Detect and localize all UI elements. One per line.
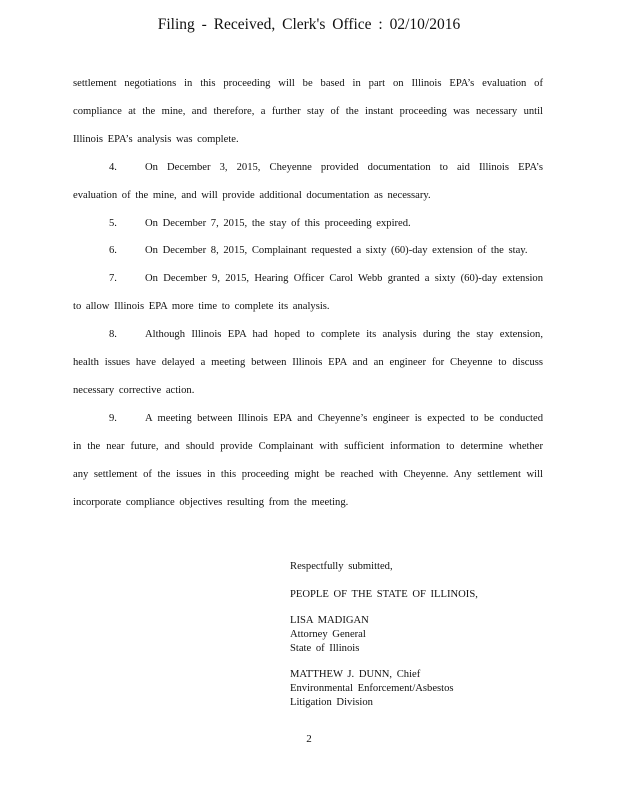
- attorney-general-title: Attorney General: [290, 629, 366, 640]
- paragraph-7: [73, 265, 543, 321]
- paragraph-8: [73, 321, 543, 405]
- paragraph-6: [73, 237, 543, 265]
- paragraph-text: On December 7, 2015, the stay of this proceeding expired.: [145, 217, 411, 229]
- spacer: [290, 602, 590, 614]
- paragraph-text: Although Illinois EPA had hoped to complete its analysis during the stay extension, health issues have delayed a meeting between Illinois EPA and an engineer for Cheyenne to discuss necessary corrective action.: [73, 329, 543, 396]
- chief-name: MATTHEW J. DUNN, Chief: [290, 669, 421, 680]
- paragraph-number: 8.: [109, 329, 117, 341]
- paragraph-text: A meeting between Illinois EPA and Cheyenne’s engineer is expected to be conducted in the near future, and should provide Complainant with sufficient information to determine whether any settlement of the issues in this proceeding might be reached with Cheyenne. Any settlement will incorporate compliance objectives resulting from the meeting.: [73, 412, 543, 508]
- paragraph-text: On December 8, 2015, Complainant requested a sixty (60)-day extension of the stay.: [145, 245, 528, 257]
- paragraph-5: [73, 210, 543, 238]
- filing-header: Filing - Received, Clerk's Office : 02/10/2016: [157, 16, 461, 33]
- paragraph-text: On December 3, 2015, Cheyenne provided documentation to aid Illinois EPA’s evaluation of the mine, and will provide additional documentation as necessary.: [73, 161, 543, 201]
- spacer: [290, 656, 590, 668]
- party-name: PEOPLE OF THE STATE OF ILLINOIS,: [290, 589, 478, 600]
- paragraph-text: On December 9, 2015, Hearing Officer Carol Webb granted a sixty (60)-day extension to allow Illinois EPA more time to complete its analysis.: [73, 273, 543, 313]
- paragraph-number: 9.: [109, 412, 117, 424]
- chief-division: Environmental Enforcement/Asbestos: [290, 683, 454, 694]
- page-number: 2: [306, 733, 312, 745]
- signature-block: [290, 560, 590, 710]
- paragraph-number: 7.: [109, 273, 117, 285]
- paragraph-9: [73, 405, 543, 517]
- closing-text: Respectfully submitted,: [290, 561, 393, 572]
- chief-division-continued: Litigation Division: [290, 697, 373, 708]
- attorney-general-state: State of Illinois: [290, 643, 360, 654]
- paragraph-continued: [73, 70, 543, 154]
- paragraph-number: 5.: [109, 217, 117, 229]
- document-body: [73, 70, 543, 517]
- paragraph-text: settlement negotiations in this proceeding will be based in part on Illinois EPA’s evaluation of compliance at the mine, and therefore, a further stay of the instant proceeding was necessary until Illinois EPA’s analysis was complete.: [73, 78, 543, 145]
- attorney-general-name: LISA MADIGAN: [290, 615, 369, 626]
- paragraph-number: 6.: [109, 245, 117, 257]
- spacer: [290, 574, 590, 588]
- paragraph-4: [73, 154, 543, 210]
- paragraph-number: 4.: [109, 161, 117, 173]
